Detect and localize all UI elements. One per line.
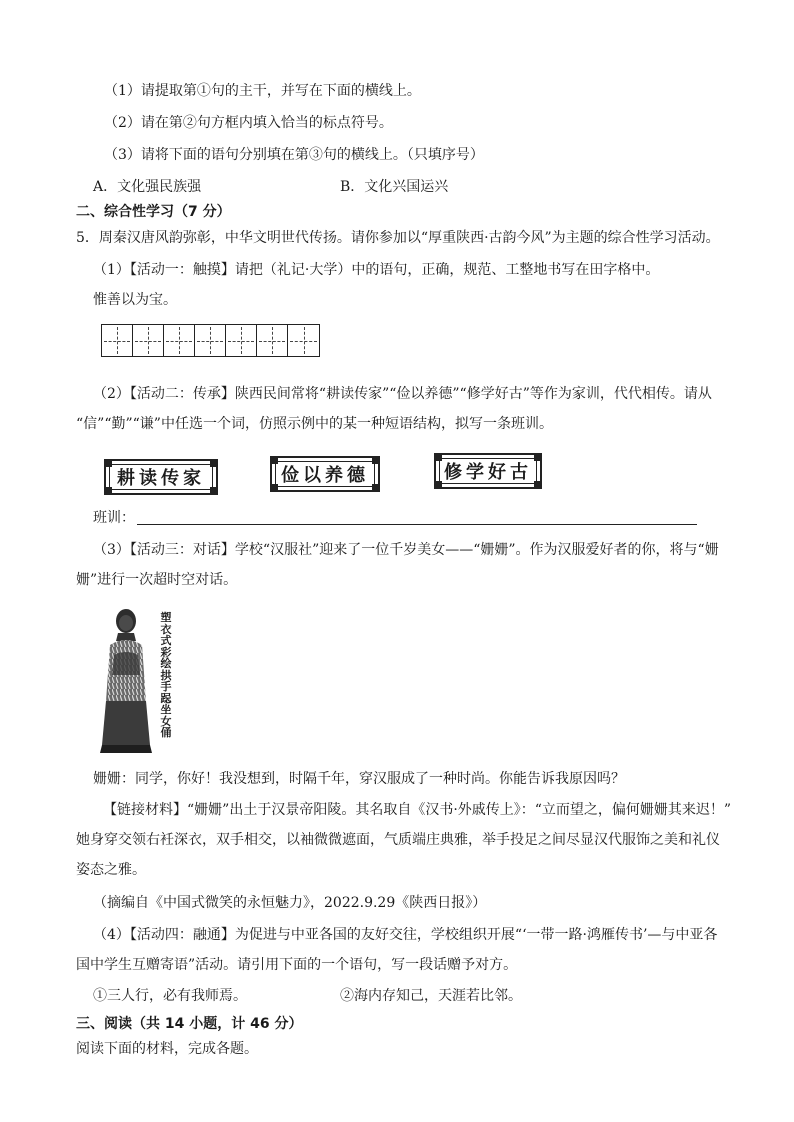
grid-cell[interactable] — [102, 325, 133, 356]
tianzige-grid[interactable] — [101, 324, 320, 357]
quote-1: ①三人行，必有我师焉。 — [93, 988, 247, 1004]
activity-1-quote: 惟善以为宝。 — [93, 292, 177, 308]
link-material-line1: 【链接材料】“姗姗”出土于汉景帝阳陵。其名取自《汉书·外戚传上》：“立而望之，偏何姗姗其来迟！” — [103, 802, 732, 818]
grid-cell[interactable] — [257, 325, 288, 356]
q4-subquestion-3: （3）请将下面的语句分别填在第③句的横线上。（只填序号） — [104, 147, 484, 163]
grid-cell[interactable] — [195, 325, 226, 356]
grid-cell[interactable] — [133, 325, 164, 356]
plaque-text: 耕读传家 — [117, 468, 205, 489]
plaque-text: 俭以养德 — [281, 465, 369, 486]
grid-cell[interactable] — [288, 325, 319, 356]
banxun-label: 班训： — [93, 510, 135, 526]
option-a: A．文化强民族强 — [93, 179, 202, 195]
grid-cell[interactable] — [226, 325, 257, 356]
activity-4-line1: （4）【活动四：融通】为促进与中亚各国的友好交往，学校组织开展“‘一带一路·鸿雁传书’—与中亚各 — [93, 927, 718, 943]
activity-2-line2: “信”“勤”“谦”中任选一个词，仿照示例中的某一种短语结构，拟写一条班训。 — [76, 416, 553, 432]
q4-subquestion-2: （2）请在第②句方框内填入恰当的标点符号。 — [104, 115, 393, 131]
plaque-text: 修学好古 — [444, 462, 532, 483]
plaque-gengdu — [104, 459, 218, 495]
activity-2-line1: （2）【活动二：传承】陕西民间常将“耕读传家”“俭以养德”“修学好古”等作为家训，代代相传。请从 — [93, 386, 712, 402]
link-material-line3: 姿态之雅。 — [76, 862, 146, 878]
section-2-heading: 二、综合性学习（7 分） — [76, 204, 231, 220]
quote-2: ②海内存知己，天涯若比邻。 — [340, 988, 522, 1004]
activity-3-line1: （3）【活动三：对话】学校“汉服社”迎来了一位千岁美女——“姗姗”。作为汉服爱好者的你，将与“姗 — [93, 542, 719, 558]
activity-3-line2: 姗”进行一次超时空对话。 — [76, 572, 238, 588]
section-3-heading: 三、阅读（共 14 小题，计 46 分） — [76, 1016, 303, 1032]
section-3-intro: 阅读下面的材料，完成各题。 — [76, 1041, 258, 1057]
source-citation: （摘编自《中国式微笑的永恒魅力》，2022.9.29《陕西日报》） — [93, 895, 487, 911]
activity-4-line2: 国中学生互赠寄语”活动。请引用下面的一个语句，写一段话赠予对方。 — [76, 957, 518, 973]
question-5-intro: 5．周秦汉唐风韵弥彰，中华文明世代传扬。请你参加以“厚重陕西·古韵今风”为主题的综合性学习活动。 — [76, 230, 720, 246]
q4-subquestion-1: （1）请提取第①句的主干，并写在下面的横线上。 — [104, 83, 421, 99]
option-b: B．文化兴国运兴 — [340, 179, 449, 195]
link-material-line2: 她身穿交领右衽深衣，双手相交，以袖微微遮面，气质端庄典雅，举手投足之间尽显汉代服饰之美和礼仪 — [76, 832, 720, 848]
han-figurine-photo — [100, 605, 152, 753]
shanshan-speech: 姗姗：同学，你好！我没想到，时隔千年，穿汉服成了一种时尚。你能告诉我原因吗？ — [93, 771, 625, 787]
activity-1: （1）【活动一：触摸】请把（礼记·大学）中的语句，正确，规范、工整地书写在田字格中。 — [93, 262, 660, 278]
grid-cell[interactable] — [164, 325, 195, 356]
plaque-jianyi — [270, 456, 380, 492]
plaque-xiuxue — [434, 453, 542, 489]
answer-line[interactable] — [137, 524, 697, 525]
photo-caption: 塑衣式彩绘拱手跽坐女俑 — [160, 611, 172, 739]
